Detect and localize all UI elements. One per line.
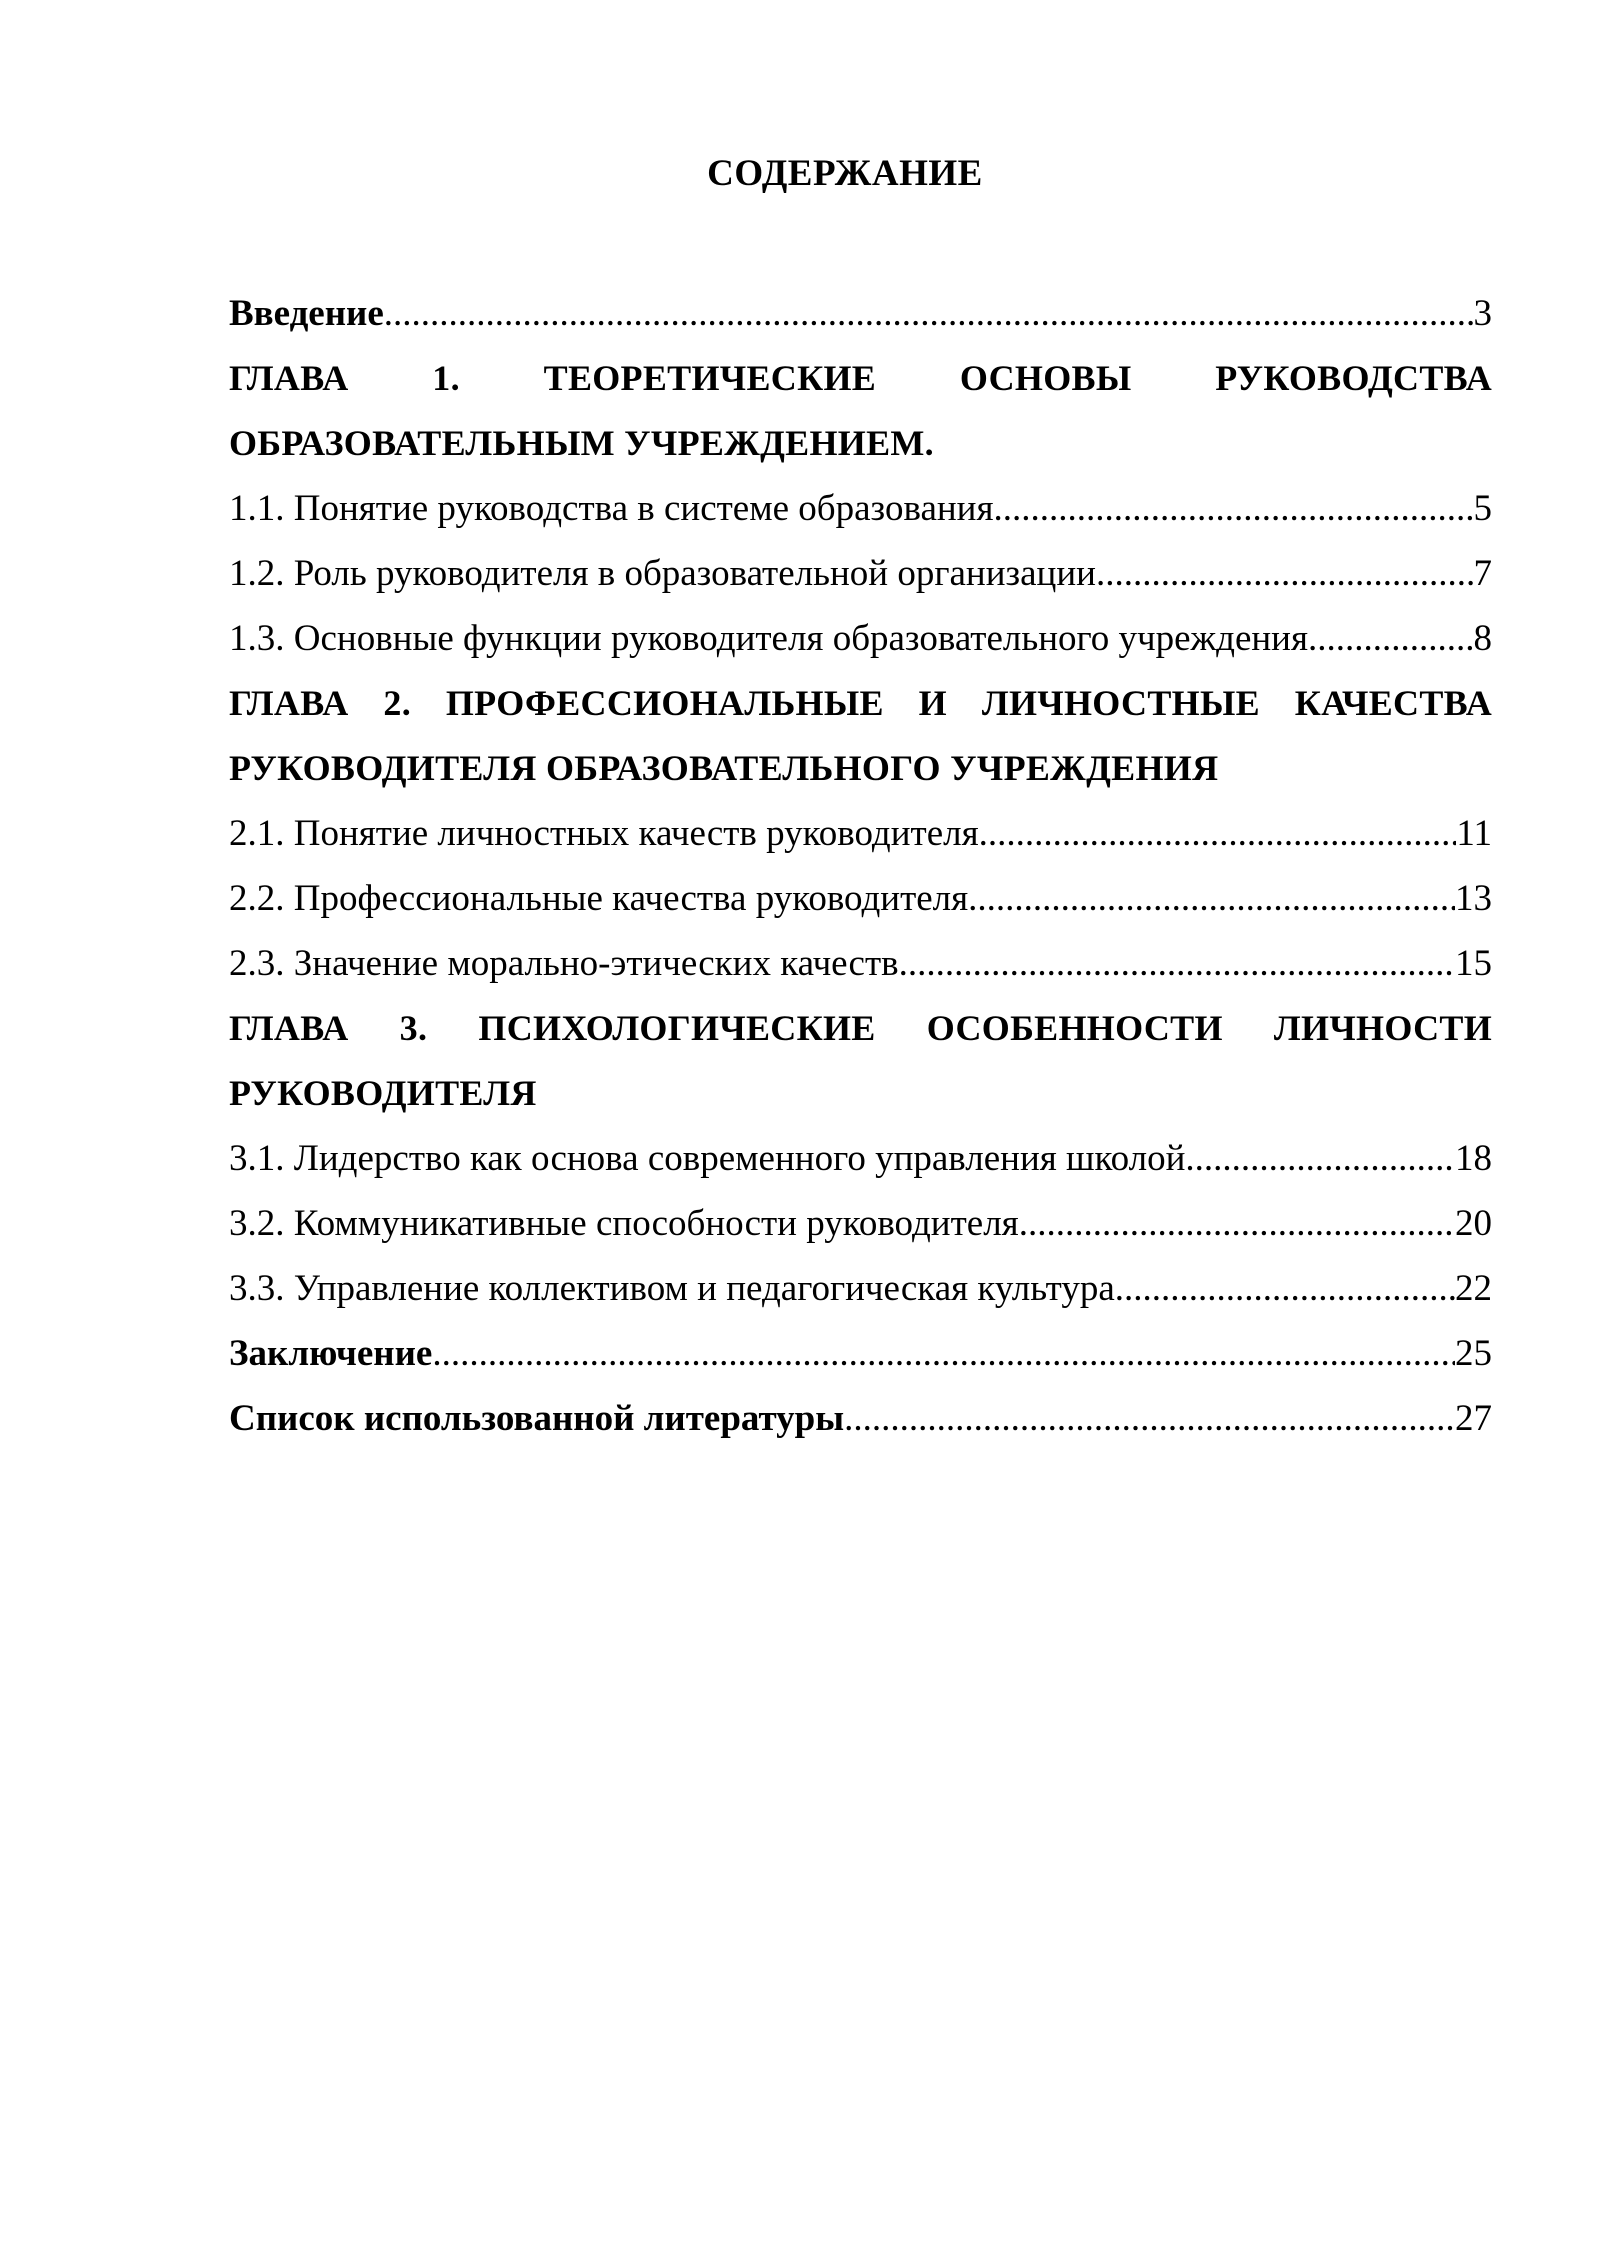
toc-entry-label: 1.3. Основные функции руководителя образовательного учреждения [229,618,1308,659]
toc-entry-section-3-1 [229,1126,1492,1191]
chapter-3-heading-line-2: РУКОВОДИТЕЛЯ [229,1073,537,1113]
toc-page-number: 25 [1455,1333,1492,1374]
dot-leader [384,281,1474,346]
toc-page-number: 13 [1455,878,1492,919]
toc-page-number: 18 [1455,1138,1492,1179]
dot-leader [1019,1191,1455,1256]
toc-entry-references [229,1386,1492,1451]
chapter-1-heading-line-2: ОБРАЗОВАТЕЛЬНЫМ УЧРЕЖДЕНИЕМ. [229,423,934,463]
toc-entry-label: 2.2. Профессиональные качества руководителя [229,878,969,919]
toc-entry-label: 1.1. Понятие руководства в системе образования [229,488,994,529]
toc-page-number: 8 [1473,618,1492,659]
toc-entry-section-2-2 [229,866,1492,931]
toc-entry-section-1-1 [229,476,1492,541]
toc-entry-section-3-3 [229,1256,1492,1321]
toc-entry-label: Заключение [229,1333,433,1374]
toc-entry-section-1-3 [229,606,1492,671]
toc-entry-label: 3.1. Лидерство как основа современного управления школой [229,1138,1186,1179]
toc-entry-conclusion [229,1321,1492,1386]
chapter-2-heading-line-1: ГЛАВА 2. ПРОФЕССИОНАЛЬНЫЕ И ЛИЧНОСТНЫЕ КАЧЕСТВА [229,683,1492,723]
dot-leader [1185,1126,1455,1191]
dot-leader [1308,606,1474,671]
toc-entry-section-2-1 [229,801,1492,866]
chapter-3-heading-line-1: ГЛАВА 3. ПСИХОЛОГИЧЕСКИЕ ОСОБЕННОСТИ ЛИЧНОСТИ [229,1008,1492,1048]
dot-leader [1115,1256,1455,1321]
dot-leader [993,476,1473,541]
chapter-1-heading-line-1: ГЛАВА 1. ТЕОРЕТИЧЕСКИЕ ОСНОВЫ РУКОВОДСТВА [229,358,1492,398]
dot-leader [968,866,1455,931]
dot-leader [899,931,1455,996]
toc-entry-label: Введение [229,293,384,334]
toc-page-number: 20 [1455,1203,1492,1244]
toc-title: СОДЕРЖАНИЕ [707,153,983,194]
toc-entry-label: 2.1. Понятие личностных качеств руководителя [229,813,979,854]
toc-entry-introduction [229,281,1492,346]
dot-leader [844,1386,1455,1451]
toc-page-number: 15 [1455,943,1492,984]
toc-entry-label: 1.2. Роль руководителя в образовательной организации [229,553,1096,594]
toc-entry-label: 3.3. Управление коллективом и педагогическая культура [229,1268,1115,1309]
toc-entry-section-2-3 [229,931,1492,996]
dot-leader [1096,541,1474,606]
toc-entry-label: 3.2. Коммуникативные способности руководителя [229,1203,1019,1244]
dot-leader [979,801,1457,866]
toc-page-number: 3 [1473,293,1492,334]
toc-page-number: 22 [1455,1268,1492,1309]
toc-entry-section-1-2 [229,541,1492,606]
dot-leader [432,1321,1455,1386]
toc-page-number: 7 [1473,553,1492,594]
toc-page-number: 5 [1473,488,1492,529]
toc-page-number: 11 [1456,813,1492,854]
toc-entry-label: 2.3. Значение морально-этических качеств [229,943,899,984]
chapter-2-heading-line-2: РУКОВОДИТЕЛЯ ОБРАЗОВАТЕЛЬНОГО УЧРЕЖДЕНИЯ [229,748,1219,788]
toc-page-number: 27 [1455,1398,1492,1439]
toc-entry-label: Список использованной литературы [229,1398,845,1439]
toc-entry-section-3-2 [229,1191,1492,1256]
table-of-contents [229,281,1492,1451]
